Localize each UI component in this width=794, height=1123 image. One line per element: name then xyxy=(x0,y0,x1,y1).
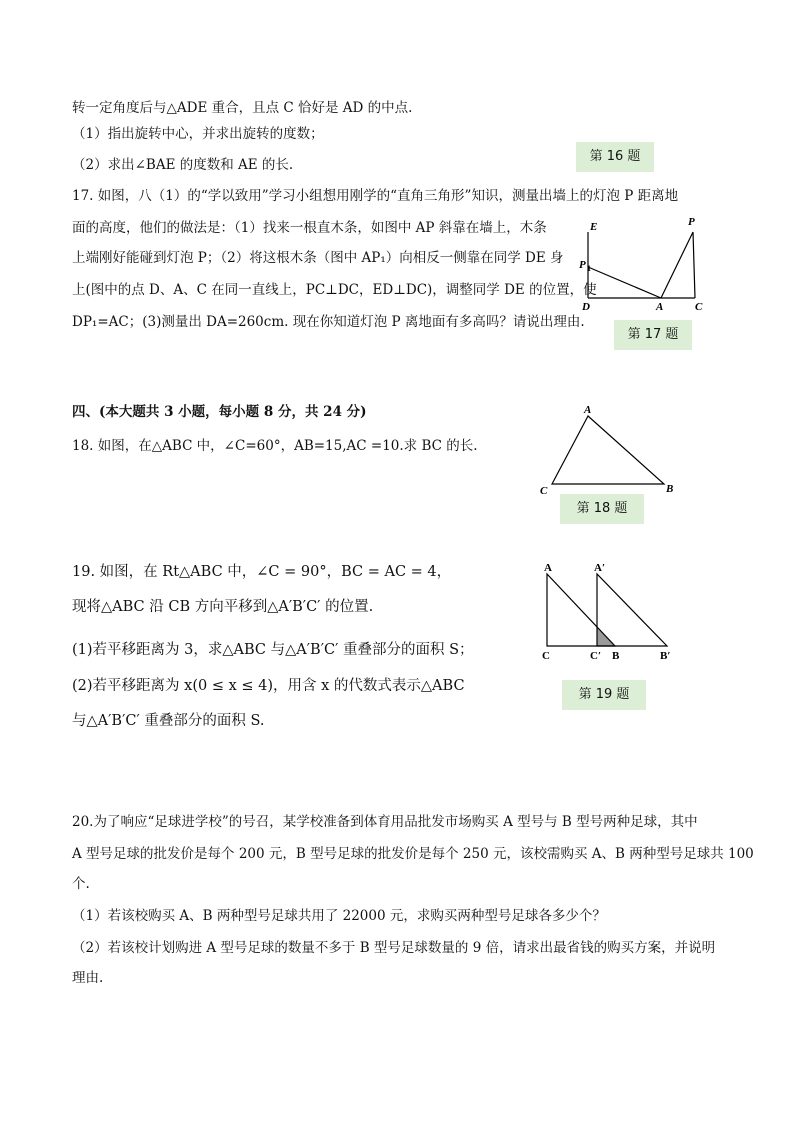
p17-label-C: C xyxy=(695,301,703,313)
p20-line1: 20.为了响应“足球进学校”的号召，某学校准备到体育用品批发市场购买 A 型号与 B 型号两种足球，其中 xyxy=(72,814,698,830)
p20-line3: 个. xyxy=(72,876,90,892)
p17-label-P: P xyxy=(688,216,695,228)
p19-line4: (2)若平移距离为 x(0 ≤ x ≤ 4)，用含 x 的代数式表示△ABC xyxy=(72,678,465,694)
p19-line2: 现将△ABC 沿 CB 方向平移到△A′B′C′ 的位置. xyxy=(72,599,374,615)
p17-label-A: A xyxy=(656,301,664,313)
p19-label-B2: B′ xyxy=(660,650,671,662)
p16-caption: 第 16 题 xyxy=(576,142,654,172)
p19-label-A: A xyxy=(544,562,552,574)
p17-line2: 面的高度，他们的做法是：（1）找来一根直木条，如图中 AP 斜靠在墙上，木条 xyxy=(72,220,547,236)
p19-line1: 19. 如图，在 Rt△ABC 中，∠C = 90°，BC = AC = 4， xyxy=(72,564,452,580)
p17-label-P1: P xyxy=(579,259,586,271)
p17-line3: 上端刚好能碰到灯泡 P；（2）将这根木条（图中 AP₁）向相反一侧靠在同学 DE 身 xyxy=(72,250,564,266)
p19-triangle-ABC xyxy=(547,574,615,646)
p17-line1: 17. 如图，八（1）的“学以致用”学习小组想用刚学的“直角三角形”知识，测量出墙上的灯泡 P 距离地 xyxy=(72,188,679,204)
p19-label-B: B xyxy=(612,650,620,662)
p17-figure xyxy=(578,212,718,316)
p17-label-D: D xyxy=(582,301,590,313)
p18-label-C: C xyxy=(540,485,548,496)
p19-triangle-A2B2C2 xyxy=(597,574,667,646)
p19-caption: 第 19 题 xyxy=(562,680,646,710)
p20-question-2: （2）若该校计划购进 A 型号足球的数量不多于 B 型号足球数量的 9 倍，请求出最省钱的购买方案，并说明 xyxy=(72,940,716,956)
p17-segment-AP1 xyxy=(588,267,661,298)
p18-text: 18. 如图，在△ABC 中，∠C=60°，AB=15,AC =10.求 BC 的长. xyxy=(72,438,478,454)
p19-label-A2: A′ xyxy=(594,562,606,574)
p17-caption: 第 17 题 xyxy=(614,320,692,350)
p19-line5: 与△A′B′C′ 重叠部分的面积 S. xyxy=(72,713,265,729)
p17-line4: 上(图中的点 D、A、C 在同一直线上，PC⊥DC，ED⊥DC)，调整同学 DE 的位置，使 xyxy=(72,282,597,298)
p18-label-B: B xyxy=(666,483,674,495)
p20-line2: A 型号足球的批发价是每个 200 元，B 型号足球的批发价是每个 250 元，该校需购买 A、B 两种型号足球共 100 xyxy=(72,846,754,862)
p19-line3: (1)若平移距离为 3，求△ABC 与△A′B′C′ 重叠部分的面积 S； xyxy=(72,642,474,658)
section-4-heading: 四、(本大题共 3 小题，每小题 8 分，共 24 分) xyxy=(72,404,367,420)
p20-question-2-cont: 理由. xyxy=(72,970,104,986)
p18-triangle xyxy=(552,416,664,484)
p17-label-E: E xyxy=(590,221,598,233)
p17-segment-AP xyxy=(661,232,693,298)
p17-line5: DP₁=AC；(3)测量出 DA=260cm. 现在你知道灯泡 P 离地面有多高吗？请说出理由. xyxy=(72,314,585,330)
p19-label-C2: C′ xyxy=(590,650,602,662)
p16-question-1: （1）指出旋转中心，并求出旋转的度数； xyxy=(72,126,324,142)
p19-label-C: C xyxy=(542,650,550,662)
p16-question-2: （2）求出∠BAE 的度数和 AE 的长. xyxy=(72,157,294,173)
p17-label-P1-subscript: 1 xyxy=(587,264,591,273)
p20-question-1: （1）若该校购买 A、B 两种型号足球共用了 22000 元，求购买两种型号足球各多少个？ xyxy=(72,908,606,924)
p19-figure xyxy=(536,560,682,664)
p18-caption: 第 18 题 xyxy=(560,494,644,524)
p16-line1: 转一定角度后与△ADE 重合，且点 C 恰好是 AD 的中点. xyxy=(72,100,413,116)
p18-label-A: A xyxy=(584,404,592,416)
p17-segment-PC xyxy=(693,232,695,298)
p18-figure xyxy=(536,402,686,496)
